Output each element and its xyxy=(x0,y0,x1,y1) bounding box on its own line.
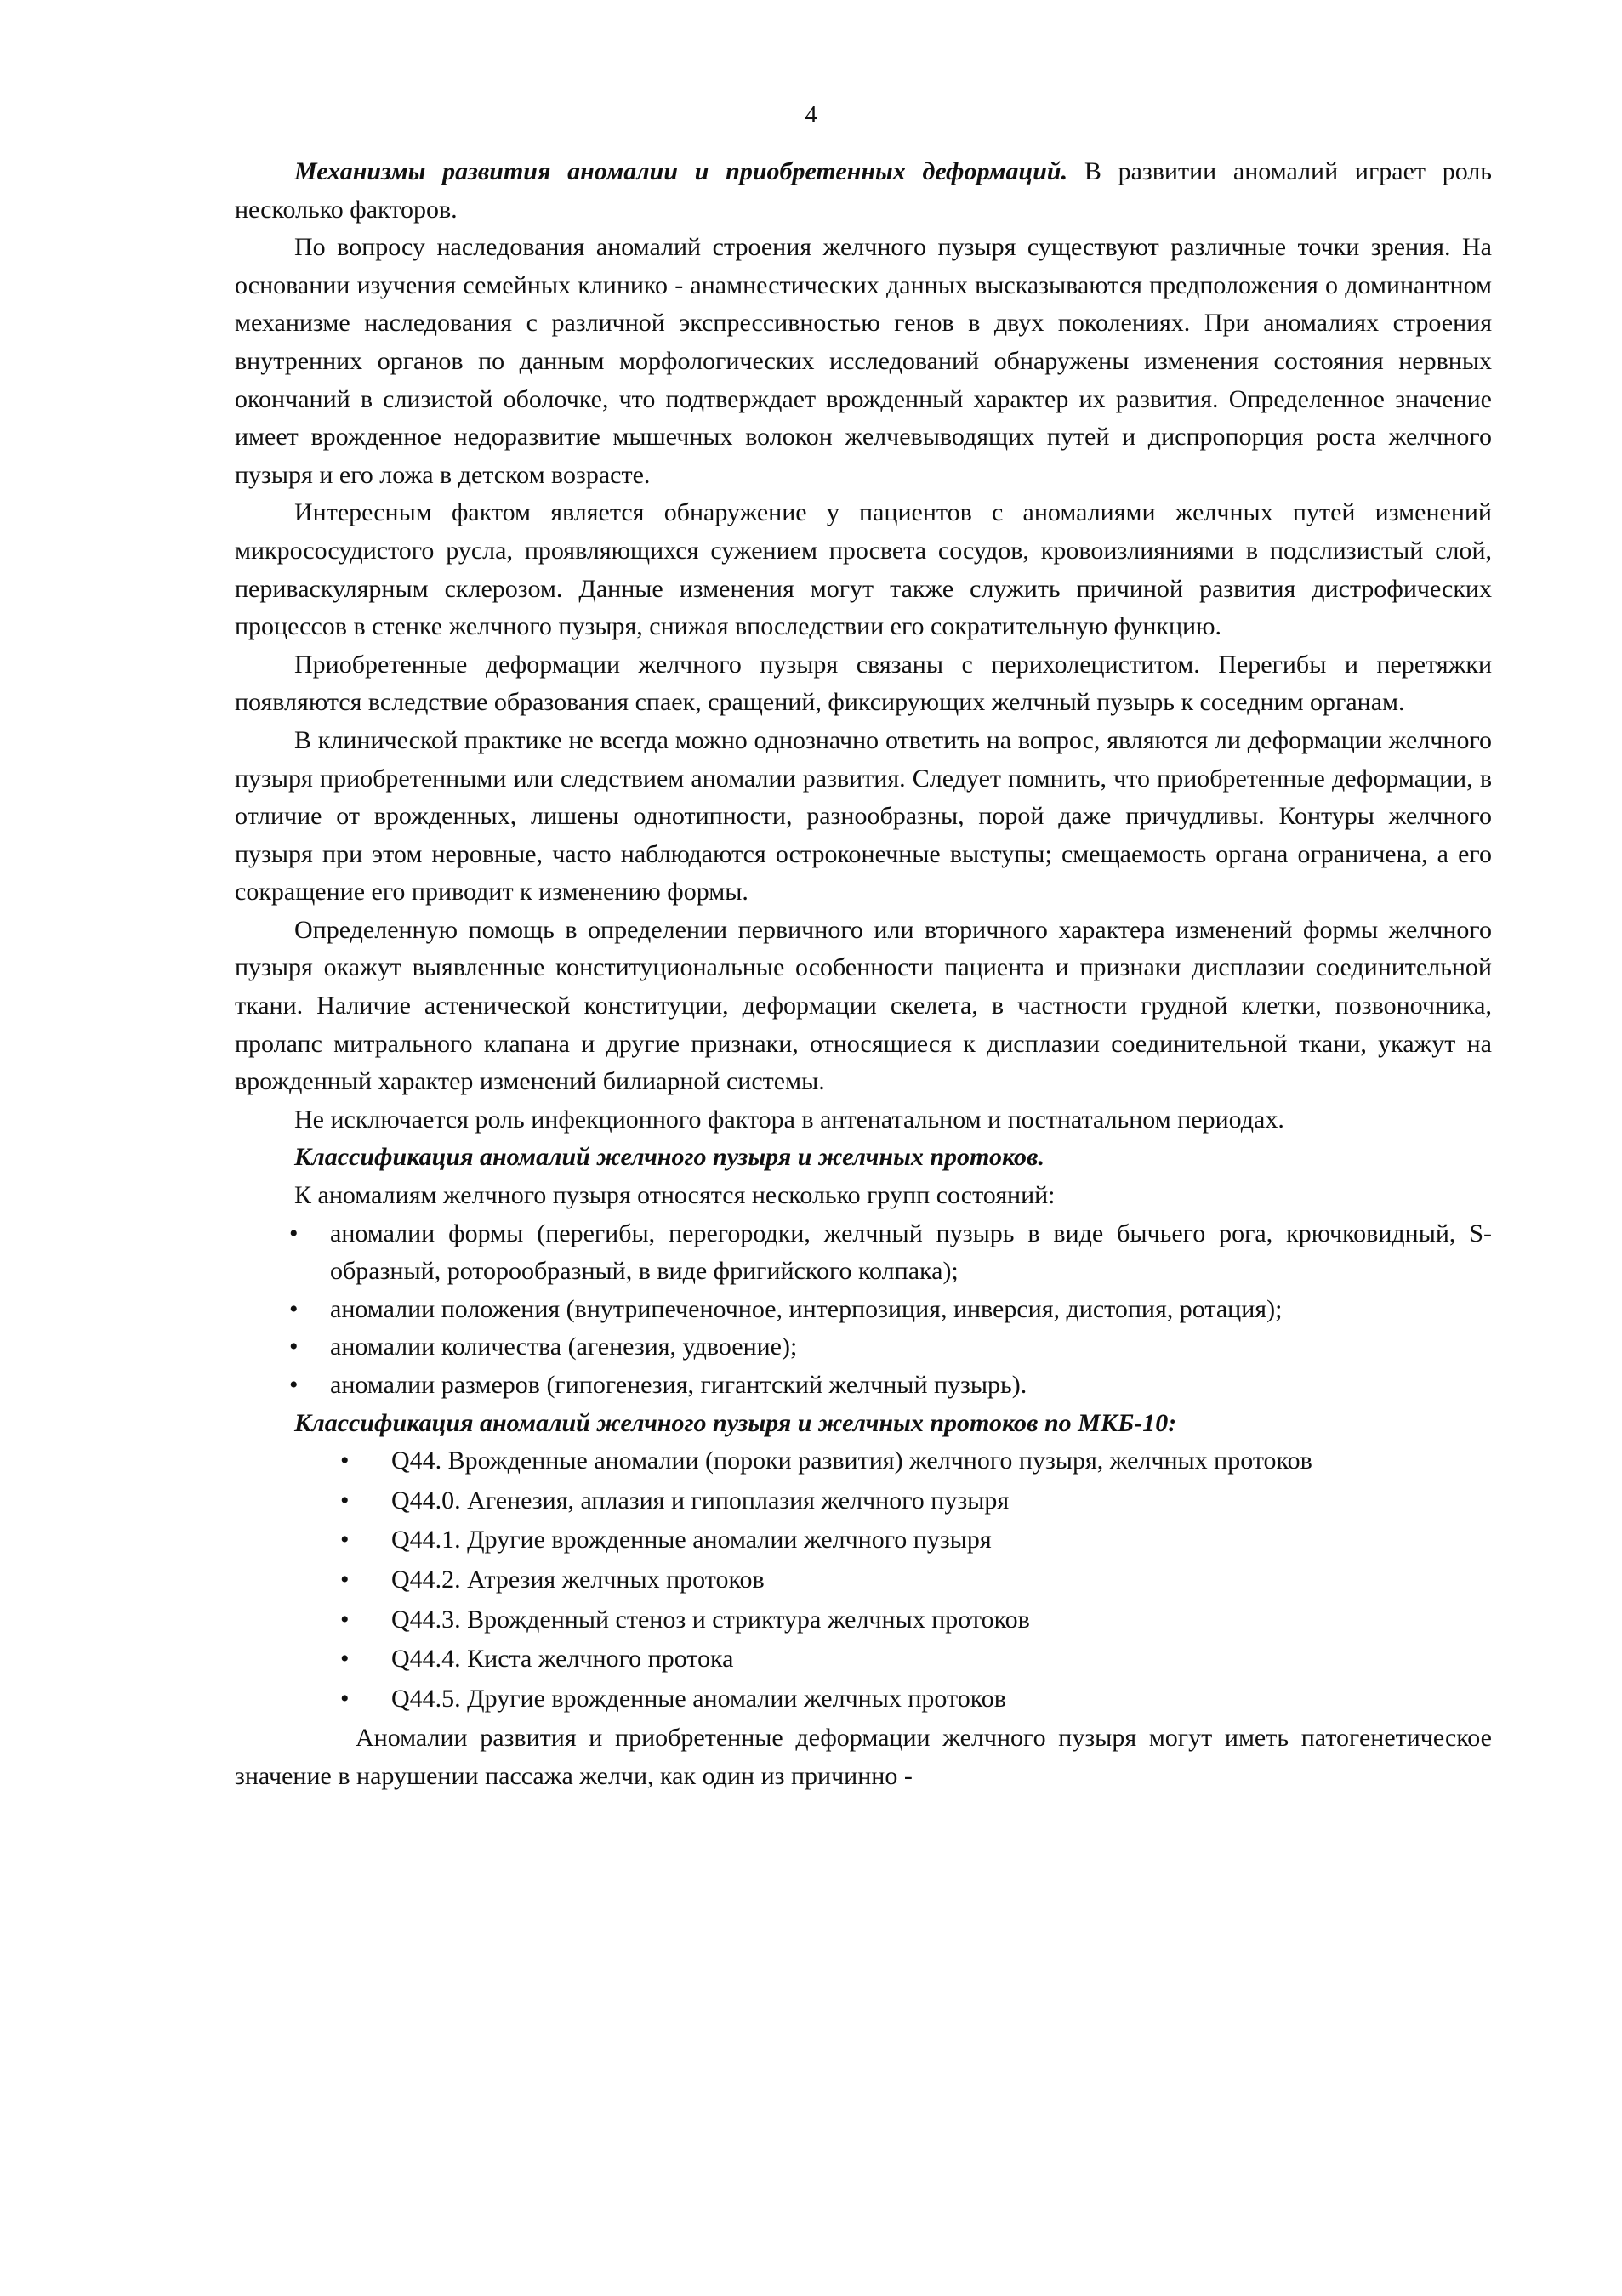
page-body xyxy=(235,153,1492,1796)
list-item: • Q44.3. Врожденный стеноз и стриктура желчных протоков xyxy=(235,1601,1492,1640)
section-lead-mechanisms: Механизмы развития аномалии и приобретенных деформаций. xyxy=(294,157,1068,185)
heading-classification: Классификация аномалий желчного пузыря и желчных протоков. xyxy=(294,1143,1044,1172)
paragraph-acquired-deformations: Приобретенные деформации желчного пузыря связаны с перихолециститом. Перегибы и перетяжки появляются вследствие образования спаек, сращений, фиксирующих желчный пузырь к соседним органам. xyxy=(235,650,1492,717)
paragraph-mechanisms xyxy=(235,153,1492,229)
list-item: • Q44.4. Киста желчного протока xyxy=(235,1640,1492,1679)
list-item: • Q44.1. Другие врожденные аномалии желчного пузыря xyxy=(235,1521,1492,1560)
paragraph-clinical-practice: В клинической практике не всегда можно однозначно ответить на вопрос, являются ли деформации желчного пузыря приобретенными или следствием аномалии развития. Следует помнить, что приобретенные деформации, в отличие от врожденных, лишены однотипности, разнообразны, порой даже причудливы. Контуры желчного пузыря при этом неровные, часто наблюдаются остроконечные выступы; смещаемость органа ограничена, а его сокращение его приводит к изменению формы. xyxy=(235,725,1492,906)
list-item: • Q44.5. Другие врожденные аномалии желчных протоков xyxy=(235,1680,1492,1719)
list-item: • Q44.2. Атрезия желчных протоков xyxy=(235,1561,1492,1600)
list-item: • аномалии количества (агенезия, удвоение); xyxy=(235,1328,1492,1367)
list-item: • аномалии размеров (гипогенезия, гигантский желчный пузырь). xyxy=(235,1367,1492,1405)
paragraph-infection: Не исключается роль инфекционного фактора в антенатальном и постнатальном периодах. xyxy=(294,1105,1284,1134)
anomaly-groups-list xyxy=(235,1215,1492,1405)
list-item: • аномалии формы (перегибы, перегородки, желчный пузырь в виде бычьего рога, крючковидный, S-образный, роторообразный, в виде фригийского колпака); xyxy=(235,1215,1492,1291)
groups-intro: К аномалиям желчного пузыря относятся несколько групп состояний: xyxy=(294,1181,1056,1210)
list-item: • Q44.0. Агенезия, аплазия и гипоплазия желчного пузыря xyxy=(235,1482,1492,1520)
paragraph-pathogenetic: Аномалии развития и приобретенные деформации желчного пузыря могут иметь патогенетическое значение в нарушении пассажа желчи, как один из причинно - xyxy=(235,1724,1492,1790)
paragraph-microvasculature: Интересным фактом является обнаружение у пациентов с аномалиями желчных путей изменений микрососудистого русла, проявляющихся сужением просвета сосудов, кровоизлияниями в подслизистый слой, периваскулярным склерозом. Данные изменения могут также служить причиной развития дистрофических процессов в стенке желчного пузыря, снижая впоследствии его сократительную функцию. xyxy=(235,498,1492,641)
list-item: • аномалии положения (внутрипеченочное, интерпозиция, инверсия, дистопия, ротация); xyxy=(235,1291,1492,1329)
list-item: • Q44. Врожденные аномалии (пороки развития) желчного пузыря, желчных протоков xyxy=(235,1442,1492,1480)
heading-icd10: Классификация аномалий желчного пузыря и желчных протоков по МКБ-10: xyxy=(294,1408,1177,1437)
page-number: 4 xyxy=(805,101,817,128)
icd10-list xyxy=(235,1442,1492,1718)
paragraph-dysplasia: Определенную помощь в определении первичного или вторичного характера изменений формы желчного пузыря окажут выявленные конституциональные особенности пациента и признаки дисплазии соединительной ткани. Наличие астенической конституции, деформации скелета, в частности грудной клетки, позвоночника, пролапс митрального клапана и другие признаки, относящиеся к дисплазии соединительной ткани, укажут на врожденный характер изменений билиарной системы. xyxy=(235,915,1492,1096)
paragraph-heredity: По вопросу наследования аномалий строения желчного пузыря существуют различные точки зрения. На основании изучения семейных клинико - анамнестических данных высказываются предположения о доминантном механизме наследования с различной экспрессивностью генов в двух поколениях. При аномалиях строения внутренних органов по данным морфологических исследований обнаружены изменения состояния нервных окончаний в слизистой оболочке, что подтверждает врожденный характер их развития. Определенное значение имеет врожденное недоразвитие мышечных волокон желчевыводящих путей и диспропорция роста желчного пузыря и его ложа в детском возрасте. xyxy=(235,233,1492,489)
paragraph-text: В развитии аномалий играет роль несколько факторов. xyxy=(235,157,1492,224)
